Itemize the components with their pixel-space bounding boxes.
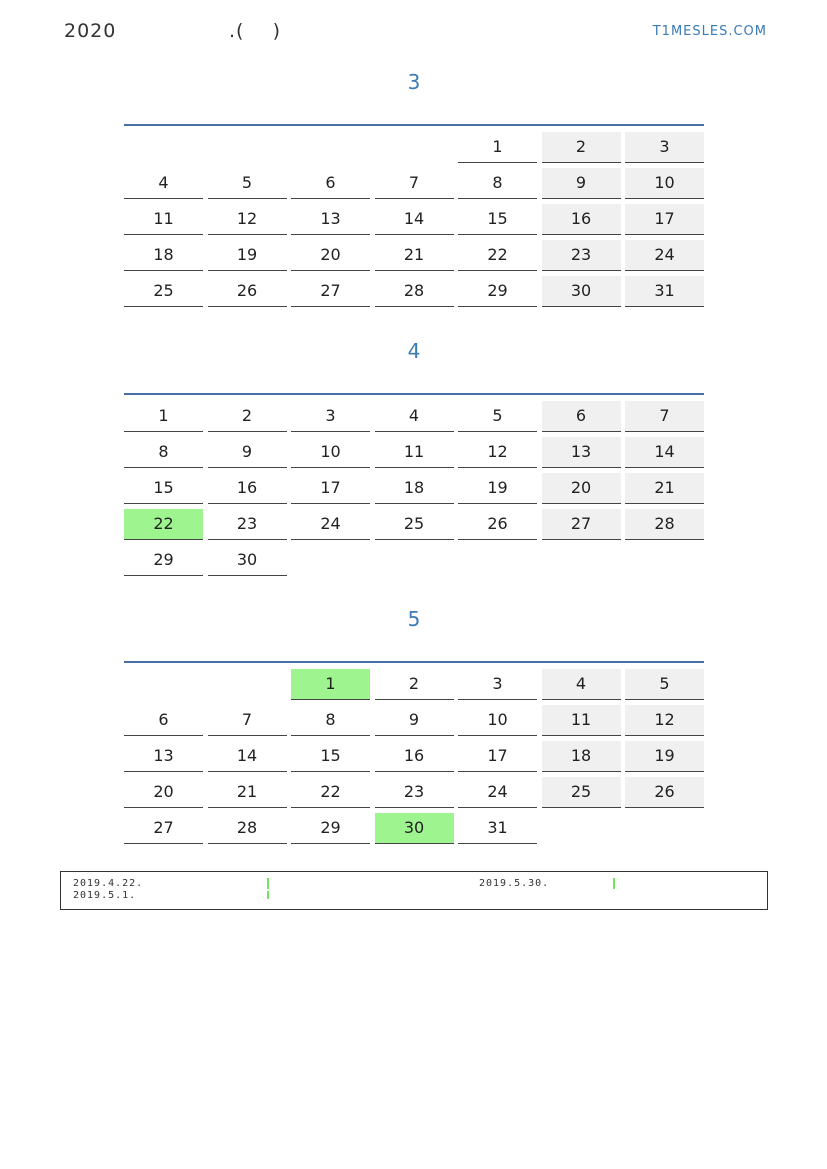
day-cell[interactable]: 19 [208,240,287,271]
empty-day-cell [291,545,370,575]
weekend-day-cell[interactable]: 18 [542,741,621,772]
empty-day-cell [375,132,454,162]
week-row [124,509,704,545]
day-cell[interactable]: 27 [291,276,370,307]
empty-day-cell [542,545,621,575]
week-row [124,168,704,204]
weekend-day-cell[interactable]: 9 [542,168,621,199]
day-cell[interactable]: 11 [375,437,454,468]
day-cell[interactable]: 14 [375,204,454,235]
month-title: 5 [407,607,421,631]
day-cell[interactable]: 4 [375,401,454,432]
month-title: 3 [407,70,421,94]
day-cell[interactable]: 15 [458,204,537,235]
day-cell[interactable]: 2 [208,401,287,432]
day-cell[interactable]: 18 [124,240,203,271]
day-cell[interactable]: 17 [458,741,537,772]
day-cell[interactable]: 20 [291,240,370,271]
empty-day-cell [375,545,454,575]
legend-date-3: 2019.5.30. [479,878,550,889]
day-cell[interactable]: 18 [375,473,454,504]
day-cell[interactable]: 24 [458,777,537,808]
legend-date-1: 2019.4.22. [73,878,144,889]
week-row [124,813,704,849]
weekend-day-cell[interactable]: 30 [542,276,621,307]
day-cell[interactable]: 27 [124,813,203,844]
month-grid [124,661,704,837]
day-cell[interactable]: 6 [291,168,370,199]
weekend-day-cell[interactable]: 3 [625,132,704,163]
weekend-day-cell[interactable]: 31 [625,276,704,307]
weekend-day-cell[interactable]: 19 [625,741,704,772]
week-row [124,741,704,777]
document-title: 2020 .( ) [64,20,282,42]
week-row [124,473,704,509]
day-cell[interactable]: 2 [375,669,454,700]
day-cell[interactable]: 8 [458,168,537,199]
day-cell[interactable]: 26 [208,276,287,307]
weekend-day-cell[interactable]: 13 [542,437,621,468]
weekend-day-cell[interactable]: 16 [542,204,621,235]
month-march [124,70,704,300]
day-cell[interactable]: 1 [124,401,203,432]
day-cell[interactable]: 28 [208,813,287,844]
day-cell[interactable]: 12 [208,204,287,235]
weekend-day-cell[interactable]: 26 [625,777,704,808]
day-cell[interactable]: 10 [458,705,537,736]
day-cell[interactable]: 13 [124,741,203,772]
day-cell[interactable]: 31 [458,813,537,844]
day-cell[interactable]: 9 [208,437,287,468]
month-grid [124,393,704,569]
day-cell[interactable]: 10 [291,437,370,468]
day-cell[interactable]: 5 [208,168,287,199]
day-cell[interactable]: 16 [208,473,287,504]
day-cell[interactable]: 8 [124,437,203,468]
weekend-day-cell[interactable]: 4 [542,669,621,700]
month-grid [124,124,704,300]
site-name[interactable]: T1MESLES.COM [652,24,767,39]
weekend-day-cell[interactable]: 14 [625,437,704,468]
empty-day-cell [291,132,370,162]
holiday-day-cell[interactable]: 22 [124,509,203,540]
day-cell[interactable]: 14 [208,741,287,772]
week-row [124,204,704,240]
weekend-day-cell[interactable]: 2 [542,132,621,163]
day-cell[interactable]: 24 [291,509,370,540]
holiday-marker-icon [267,891,269,899]
holiday-day-cell[interactable]: 30 [375,813,454,844]
day-cell[interactable]: 29 [291,813,370,844]
month-may [124,607,704,837]
day-cell[interactable]: 16 [375,741,454,772]
weekend-day-cell[interactable]: 5 [625,669,704,700]
week-row [124,401,704,437]
day-cell[interactable]: 29 [124,545,203,576]
empty-day-cell [124,132,203,162]
week-row [124,545,704,581]
empty-day-cell [458,545,537,575]
day-cell[interactable]: 29 [458,276,537,307]
week-row [124,276,704,312]
day-cell[interactable]: 30 [208,545,287,576]
holiday-legend [60,871,768,910]
weekend-day-cell[interactable]: 10 [625,168,704,199]
page-header [0,0,827,60]
week-row [124,669,704,705]
weekend-day-cell[interactable]: 20 [542,473,621,504]
day-cell[interactable]: 3 [291,401,370,432]
day-cell[interactable]: 4 [124,168,203,199]
day-cell[interactable]: 3 [458,669,537,700]
weekend-day-cell[interactable]: 7 [625,401,704,432]
month-april [124,339,704,569]
weekend-day-cell[interactable]: 6 [542,401,621,432]
day-cell[interactable]: 25 [375,509,454,540]
week-row [124,240,704,276]
empty-day-cell [625,545,704,575]
week-row [124,777,704,813]
weekend-day-cell[interactable]: 24 [625,240,704,271]
weekend-day-cell[interactable]: 25 [542,777,621,808]
day-cell[interactable]: 15 [124,473,203,504]
day-cell[interactable]: 21 [208,777,287,808]
day-cell[interactable]: 25 [124,276,203,307]
day-cell[interactable]: 28 [375,276,454,307]
day-cell[interactable]: 5 [458,401,537,432]
day-cell[interactable]: 11 [124,204,203,235]
weekend-day-cell[interactable]: 23 [542,240,621,271]
empty-day-cell [124,669,203,699]
empty-day-cell [208,132,287,162]
week-row [124,132,704,168]
day-cell[interactable]: 7 [375,168,454,199]
holiday-marker-icon [613,878,615,889]
day-cell[interactable]: 8 [291,705,370,736]
day-cell[interactable]: 17 [291,473,370,504]
empty-day-cell [625,813,704,843]
day-cell[interactable]: 15 [291,741,370,772]
day-cell[interactable]: 12 [458,437,537,468]
weekend-day-cell[interactable]: 21 [625,473,704,504]
day-cell[interactable]: 9 [375,705,454,736]
weekend-day-cell[interactable]: 27 [542,509,621,540]
day-cell[interactable]: 7 [208,705,287,736]
day-cell[interactable]: 22 [458,240,537,271]
empty-day-cell [208,669,287,699]
day-cell[interactable]: 19 [458,473,537,504]
day-cell[interactable]: 6 [124,705,203,736]
day-cell[interactable]: 21 [375,240,454,271]
week-row [124,437,704,473]
day-cell[interactable]: 23 [375,777,454,808]
day-cell[interactable]: 26 [458,509,537,540]
day-cell[interactable]: 13 [291,204,370,235]
weekend-day-cell[interactable]: 11 [542,705,621,736]
week-row [124,705,704,741]
holiday-marker-icon [267,878,269,889]
weekend-day-cell[interactable]: 12 [625,705,704,736]
day-cell[interactable]: 1 [458,132,537,163]
day-cell[interactable]: 22 [291,777,370,808]
holiday-day-cell[interactable]: 1 [291,669,370,700]
month-title: 4 [407,339,421,363]
weekend-day-cell[interactable]: 17 [625,204,704,235]
weekend-day-cell[interactable]: 28 [625,509,704,540]
legend-date-2: 2019.5.1. [73,890,137,901]
day-cell[interactable]: 20 [124,777,203,808]
empty-day-cell [542,813,621,843]
day-cell[interactable]: 23 [208,509,287,540]
